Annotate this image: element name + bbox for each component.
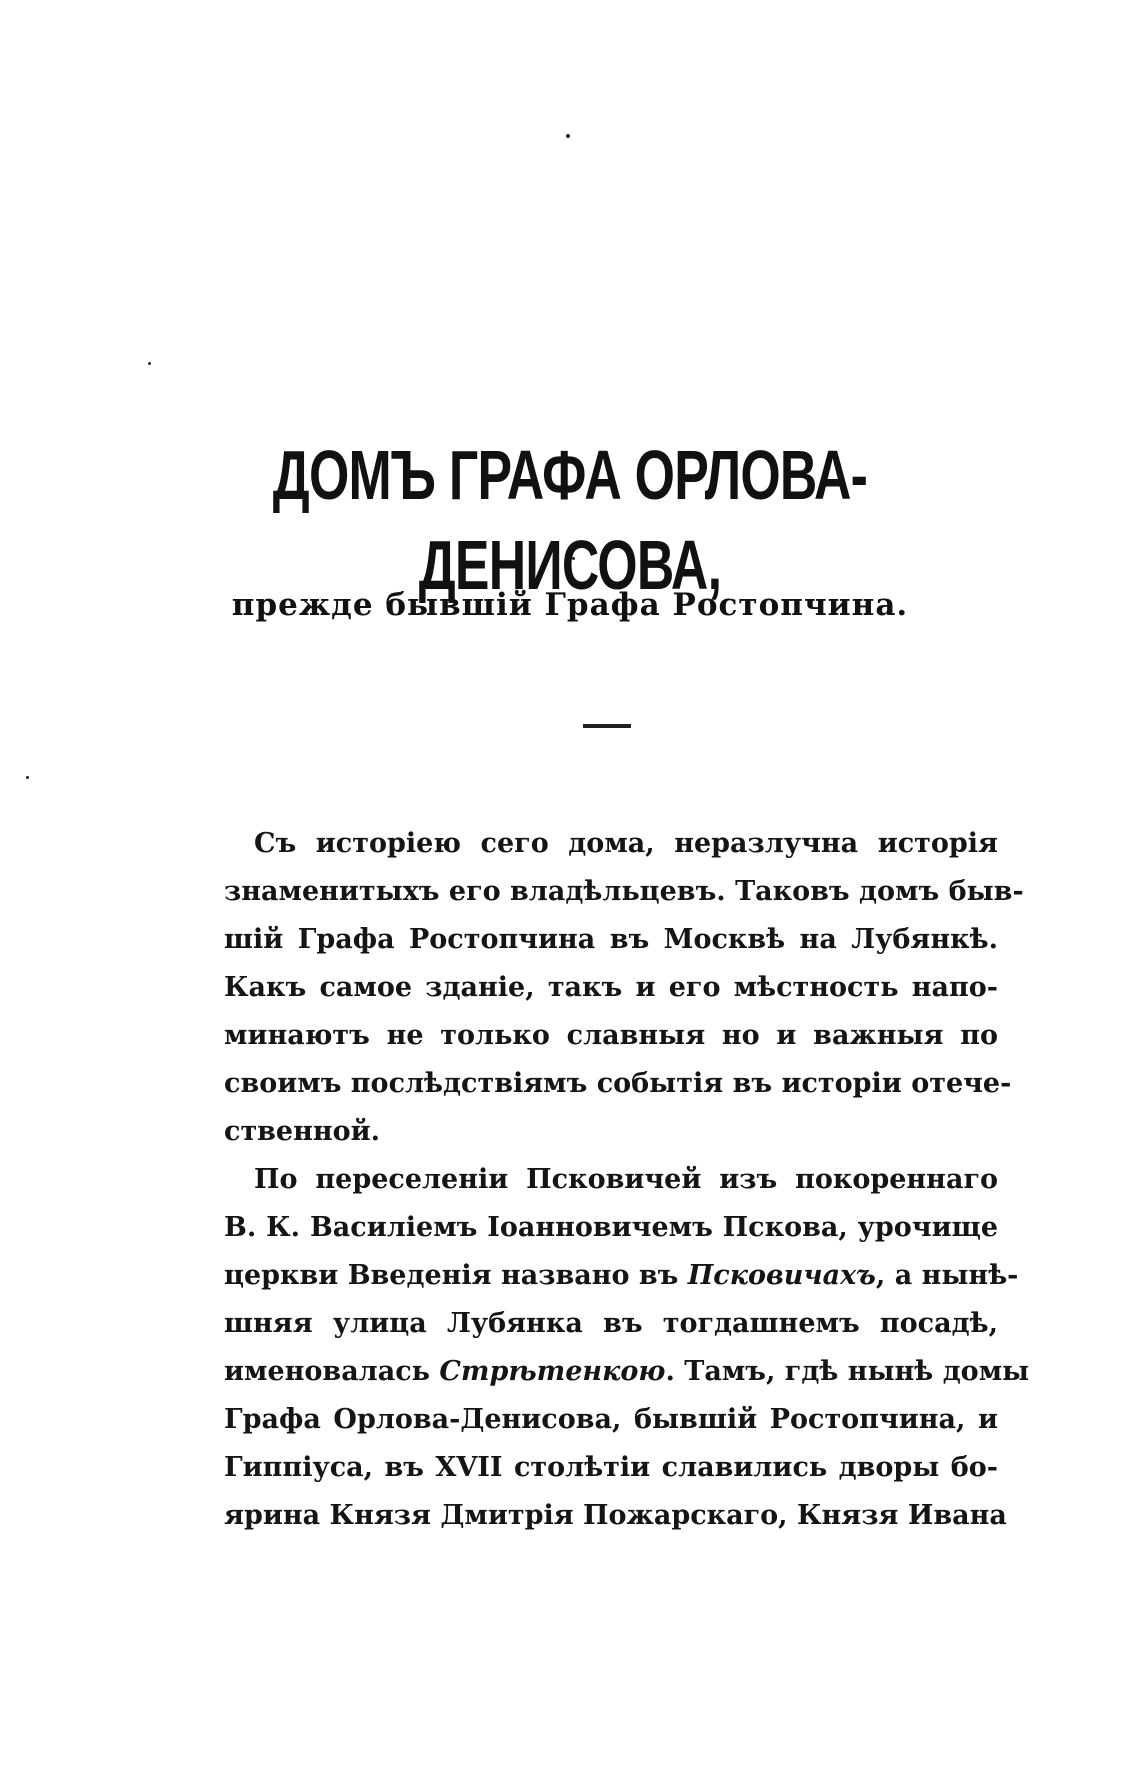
text-line: Графа Орлова-Денисова, бывшій Ростопчина, и — [224, 1404, 998, 1435]
text-segment: именовалась — [224, 1356, 440, 1387]
text-line: Какъ самое зданіе, такъ и его мѣстность напо- — [224, 972, 998, 1003]
text-line: В. К. Василіемъ Іоанновичемъ Пскова, урочище — [224, 1212, 998, 1243]
text-line: знаменитыхъ его владѣльцевъ. Таковъ домъ быв- — [224, 876, 1024, 907]
text-line: минаютъ не только славныя но и важныя по — [224, 1020, 998, 1051]
paper-speck — [26, 776, 29, 779]
paper-speck — [566, 134, 570, 138]
page-title: ДОМЪ ГРАФА ОРЛОВА-ДЕНИСОВА, — [272, 436, 868, 604]
page-subtitle: прежде бывшій Графа Ростопчина. — [231, 587, 909, 623]
body-text — [224, 820, 1030, 1540]
text-line: ственной. — [224, 1116, 381, 1147]
text-line: По переселеніи Псковичей изъ покореннаго — [254, 1164, 998, 1195]
text-line: своимъ послѣдствіямъ событія въ исторіи отече- — [224, 1068, 1012, 1099]
text-line — [224, 1348, 1030, 1396]
text-line: ярина Князя Дмитрія Пожарскаго, Князя Ивана — [224, 1500, 1007, 1531]
text-segment: церкви Введенія названо въ — [224, 1260, 688, 1291]
section-divider — [583, 724, 631, 728]
text-line — [224, 1252, 1019, 1300]
italic-place-name: Псковичахъ — [687, 1260, 876, 1291]
italic-place-name: Стрѣтенкою — [439, 1356, 666, 1387]
paper-speck — [148, 362, 151, 365]
text-segment: . Тамъ, гдѣ нынѣ домы — [665, 1356, 1030, 1387]
text-line: шій Графа Ростопчина въ Москвѣ на Лубянкѣ. — [224, 924, 998, 955]
text-line: Гиппіуса, въ XVII столѣтіи славились дворы бо- — [224, 1452, 998, 1483]
text-line: шняя улица Лубянка въ тогдашнемъ посадѣ, — [224, 1308, 998, 1339]
text-segment: , а нынѣ- — [875, 1260, 1019, 1291]
text-line: Съ исторіею сего дома, неразлучна исторія — [254, 828, 998, 859]
